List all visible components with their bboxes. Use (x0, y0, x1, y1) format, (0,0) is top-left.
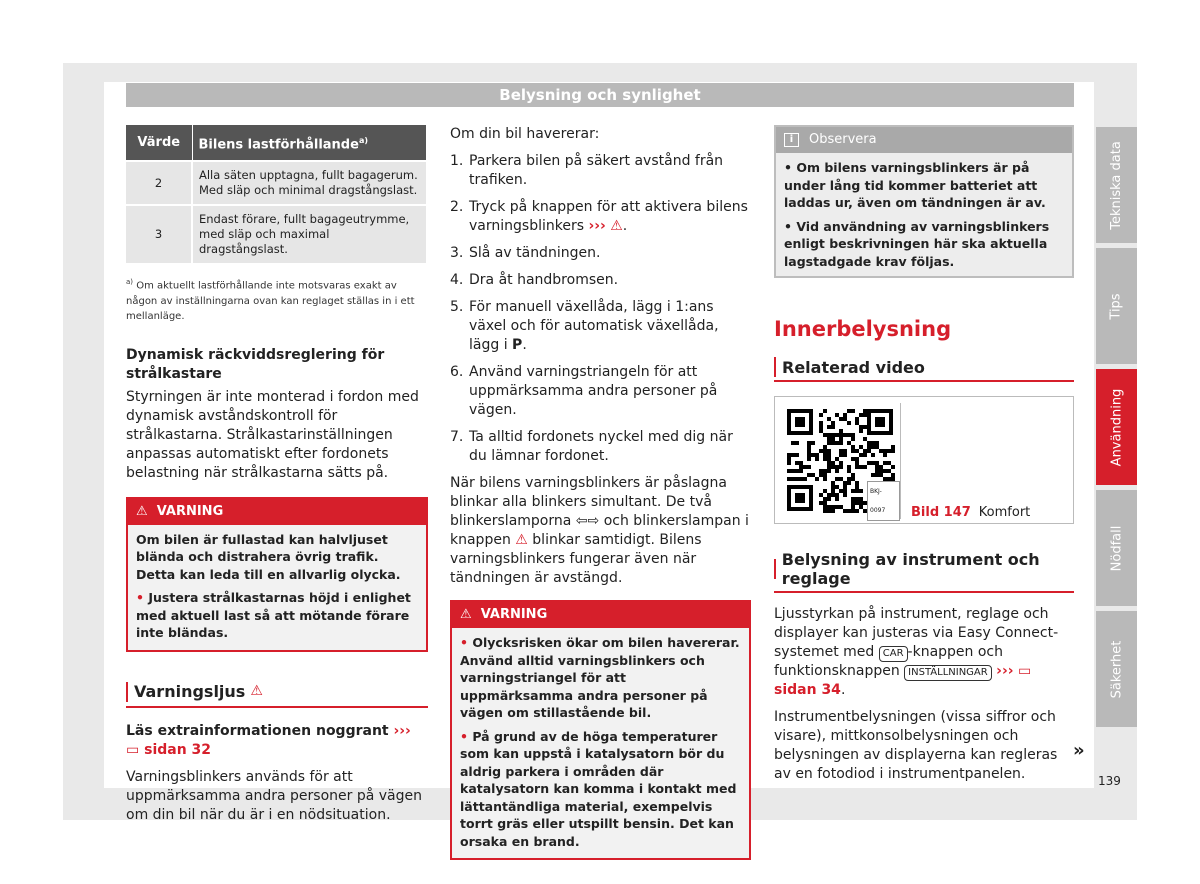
list-item: 2. Tryck på knappen för att aktivera bilens varningsblinkers ››› ⚠. (450, 199, 748, 234)
page-link[interactable]: sidan 34 (774, 682, 841, 698)
warning-header: ⚠ VARNING (128, 499, 426, 525)
varningsljus-text: Varningsblinkers används för att uppmärksamma andra personer på vägen om din bil när du är i en nödsituation. (126, 768, 422, 823)
varningsljus-heading: Varningsljus ⚠ (126, 682, 428, 708)
tab-anvandning[interactable]: Användning (1096, 369, 1137, 485)
tab-tips[interactable]: Tips (1096, 248, 1137, 364)
qr-code-label: BKJ-0097 (867, 481, 900, 521)
instrument-text-2: Instrumentbelysningen (vissa siffror och visare), mittkonsolbelysningen och belysningen av displayerna kan regleras av en fotodiod i instrumentpanelen. (774, 709, 1058, 782)
tab-sakerhet[interactable]: Säkerhet (1096, 611, 1137, 727)
warning-box-1 (126, 497, 428, 652)
book-icon: ▭ (126, 741, 140, 758)
instrument-text-1: Ljusstyrkan på instrument, reglage och displayer kan justeras via Easy Connect-systemet med CAR -knappen och funktionsknappen INSTÄLLNINGAR ››› ▭ sidan 34. (774, 606, 1059, 698)
list-item: 3. Slå av tändningen. (450, 245, 601, 261)
note-header: i Observera (776, 127, 1072, 153)
warning-triangle-icon: ⚠ (515, 532, 528, 548)
column-middle (450, 125, 751, 860)
warning-triangle-icon: ⚠ (136, 503, 148, 519)
page-number: 139 (1098, 774, 1121, 788)
column-left (126, 125, 428, 825)
note-bullet: • Vid användning av varningsblinkers enligt beskrivningen här ska aktuella lagstadgade krav följas. (784, 218, 1050, 269)
page-header: Belysning och synlighet (126, 83, 1074, 107)
load-table (126, 125, 426, 263)
note-bullet: • Om bilens varningsblinkers är på under lång tid kommer batteriet att laddas ur, även om tändningen är av. (784, 160, 1046, 210)
breakdown-steps (450, 152, 751, 466)
warning-bullet: • På grund av de höga temperaturer som kan uppstå i katalysatorn bör du aldrig parkera i områden där katalysatorn kan komma i kontakt med lättantändliga material, exempelvis torrt gräs eller utspillt bensin. Det kan orsaka en brand. (460, 728, 737, 849)
settings-button: INSTÄLLNINGAR (904, 665, 992, 681)
warning-bullet: • Justera strålkastarnas höjd i enlighet med aktuell last så att mötande förare inte bländas. (136, 590, 411, 641)
video-heading: Relaterad video (774, 357, 1074, 382)
list-item: 1. Parkera bilen på säkert avstånd från trafiken. (450, 153, 724, 188)
warning-box-2 (450, 600, 751, 860)
list-item: 6. Använd varningstriangeln för att uppmärksamma andra personer på vägen. (450, 364, 718, 418)
breakdown-intro: Om din bil havererar: (450, 126, 600, 142)
note-box (774, 125, 1074, 278)
list-item: 5. För manuell växellåda, lägg i 1:ans växel och för automatisk växellåda, lägg i P. (450, 299, 719, 353)
qr-code[interactable] (781, 403, 901, 519)
dynamic-heading: Dynamisk räckviddsreglering för strålkastare (126, 346, 385, 382)
warning-bullet: • Olycksrisken ökar om bilen havererar. Använd alltid varningsblinkers och varningstriangel för att uppmärksamma andra personer på vägen om stillastående bil. (460, 635, 740, 720)
read-more: Läs extrainformationen noggrant ››› ▭ sidan 32 (126, 722, 411, 758)
table-row: 3 Endast förare, fullt bagageutrymme, med släp och maximal dragstångslast. (126, 205, 426, 263)
table-header-value: Värde (126, 125, 192, 161)
warning-triangle-icon: ⚠ (610, 218, 623, 234)
turn-signal-icon: ⇦⇨ (575, 513, 600, 529)
warning-header: ⚠ VARNING (452, 602, 749, 628)
warning-text: Om bilen är fullastad kan halvljuset blända och distrahera övrig trafik. Detta kan leda till en allvarlig olycka. (136, 531, 401, 582)
list-item: 4. Dra åt handbromsen. (450, 272, 619, 288)
interior-heading: Innerbelysning (774, 317, 952, 341)
car-button: CAR (879, 646, 908, 662)
table-header-load: Bilens lastförhållande$^{a)}$ (192, 125, 426, 161)
table-footnote: $^{a)}$ Om aktuellt lastförhållande inte motsvaras exakt av någon av inställningarna ovan kan reglaget ställas in i ett mellanläge. (126, 278, 415, 322)
warning-triangle-icon: ⚠ (250, 683, 263, 700)
tab-nodfall[interactable]: Nödfall (1096, 490, 1137, 606)
page-link[interactable]: sidan 32 (144, 741, 212, 758)
video-figure (774, 396, 1074, 524)
table-row: 2 Alla säten upptagna, fullt bagagerum. Med släp och minimal dragstångslast. (126, 161, 426, 205)
list-item: 7. Ta alltid fordonets nyckel med dig när du lämnar fordonet. (450, 429, 733, 464)
info-icon: i (784, 133, 799, 147)
instrument-heading: Belysning av instrument och reglage (774, 550, 1074, 593)
book-icon: ▭ (1017, 663, 1032, 679)
dynamic-text: Styrningen är inte monterad i fordon med dynamisk avståndskontroll för strålkastarna. Strålkastarinställningen anpassas automatiskt efter fordonets belastning när strålkastarna sätts på. (126, 388, 419, 481)
warning-triangle-icon: ⚠ (460, 607, 472, 622)
blinker-text: När bilens varningsblinkers är påslagna blinkar alla blinkers simultant. De två blinkerslamporna ⇦⇨ och blinkerslampan i knappen ⚠ blinkar samtidigt. Bilens varningsblinkers fungerar även när tändningen är avstängd. (450, 475, 749, 586)
figure-caption: Bild 147 Komfort (911, 505, 1031, 520)
tab-tekniska-data[interactable]: Tekniska data (1096, 127, 1137, 243)
continue-icon: » (1073, 740, 1085, 761)
column-right (774, 125, 1074, 784)
